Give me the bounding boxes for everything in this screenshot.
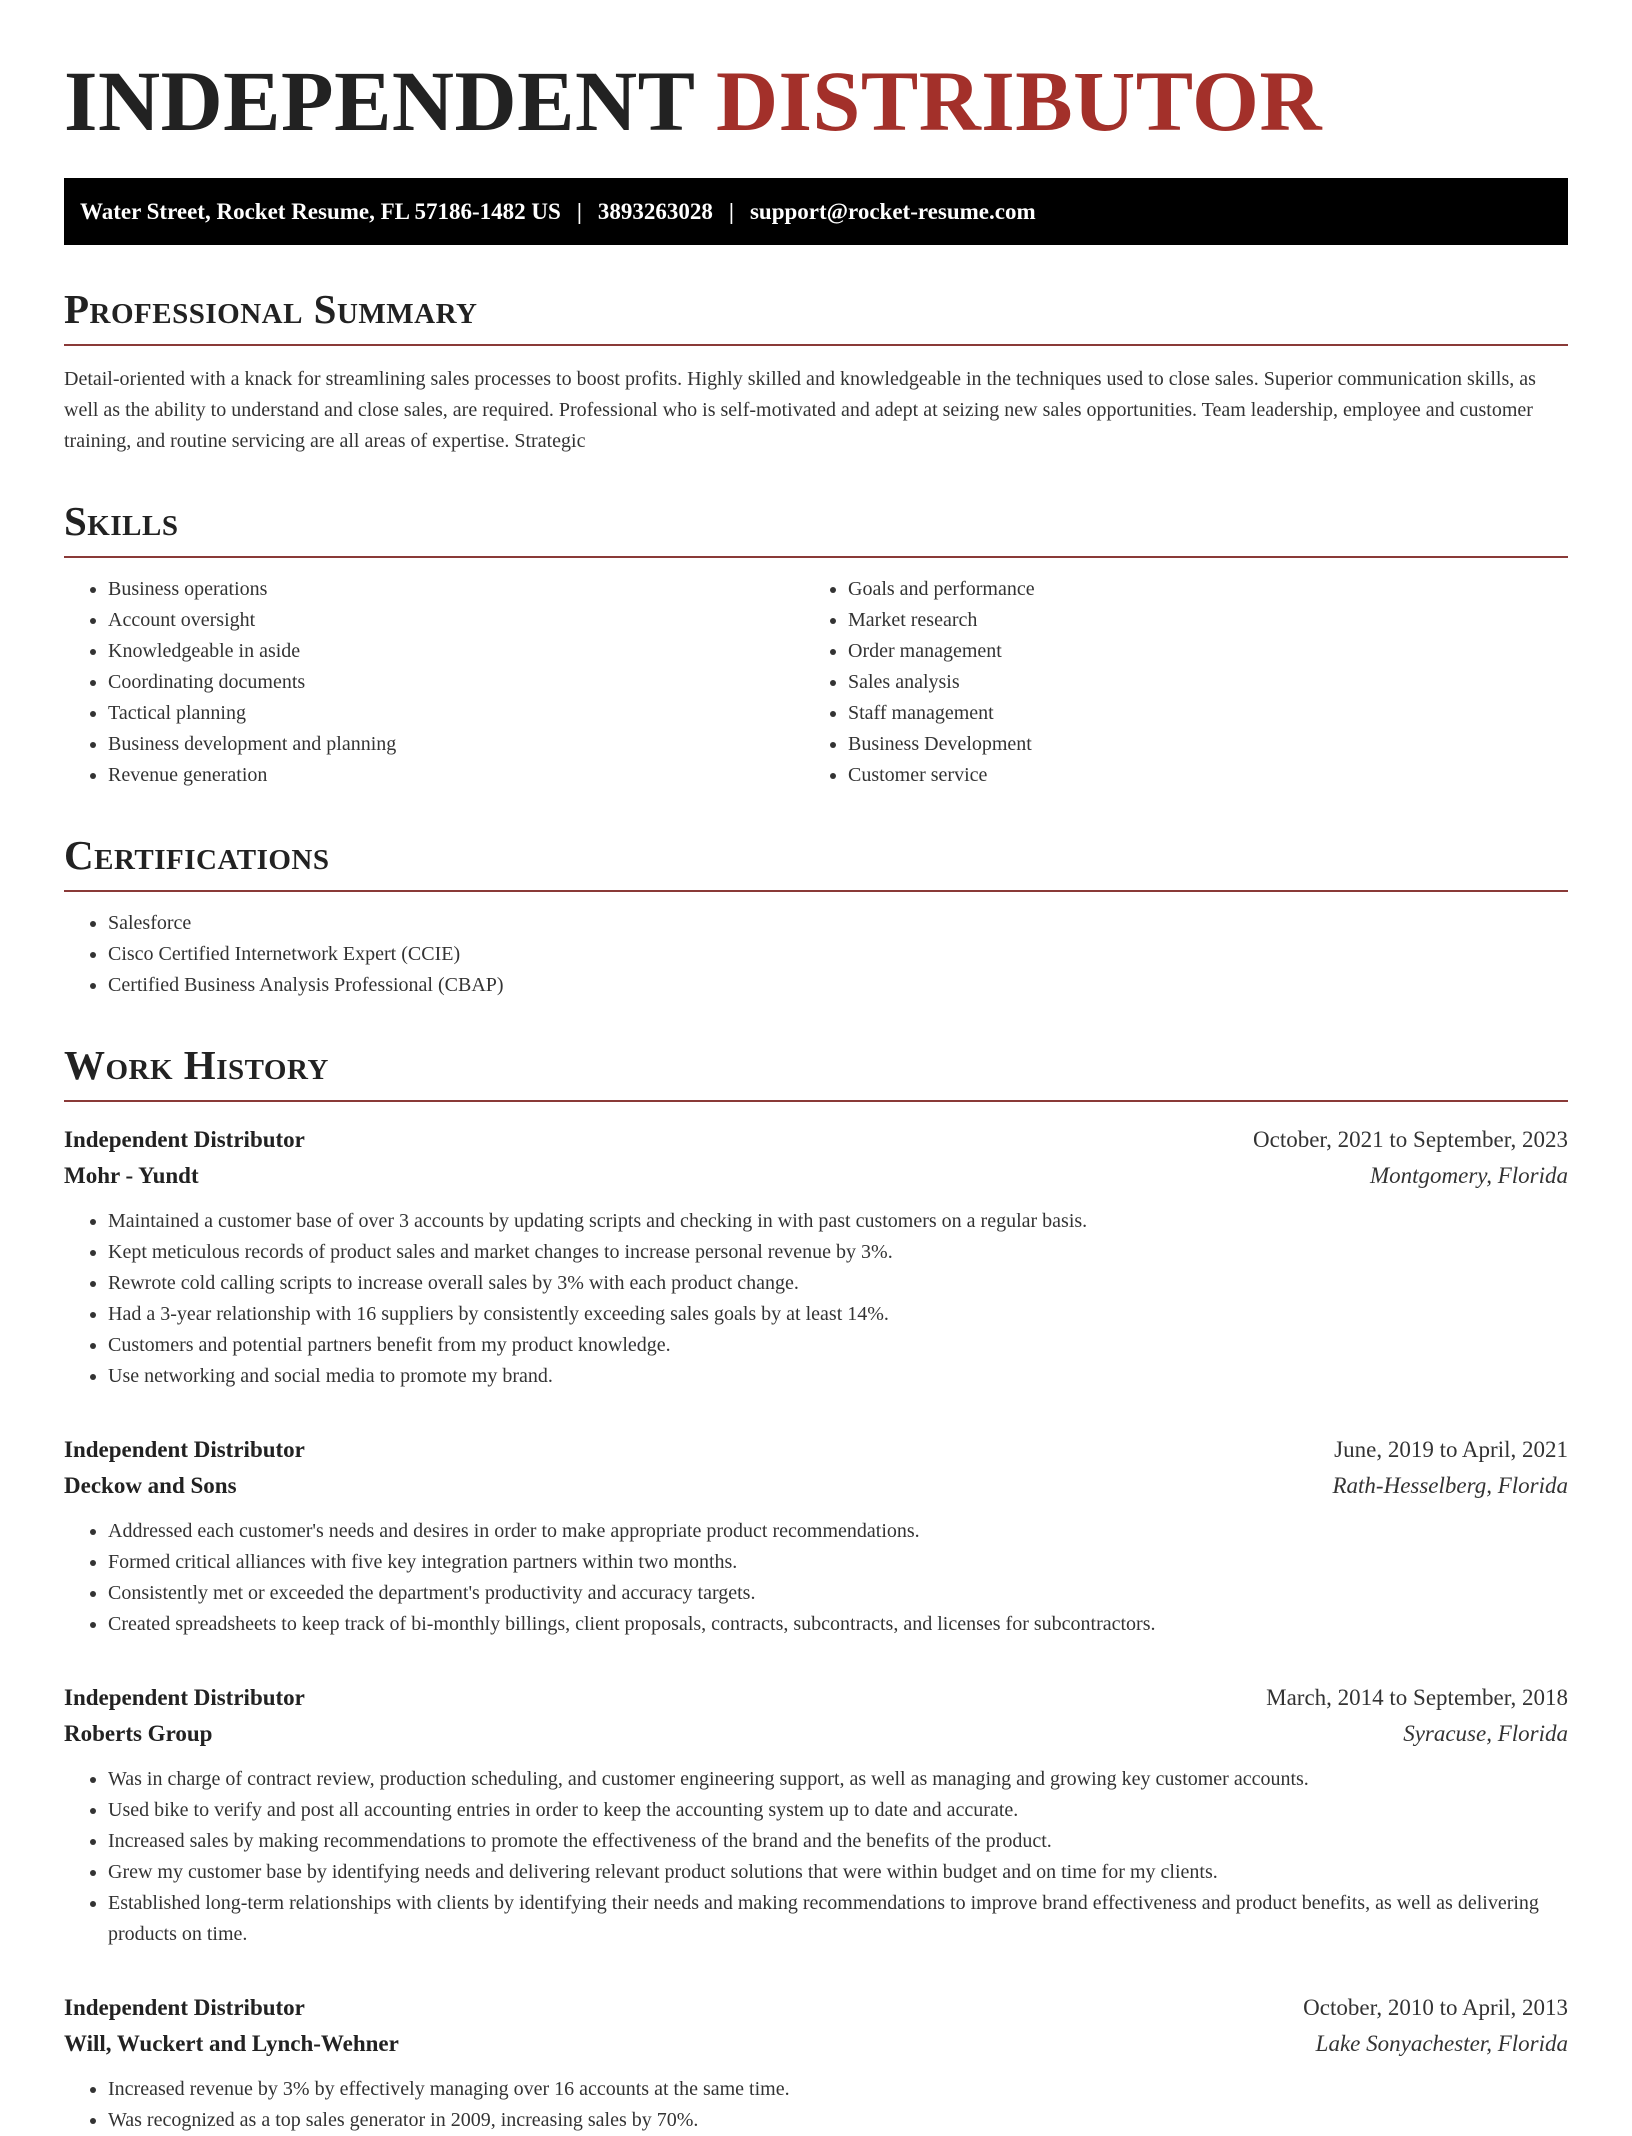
job-bullet: • Rewrote cold calling scripts to increase overall sales by 3% with each product change. [108, 1268, 1568, 1299]
name-first: INDEPENDENT [64, 53, 694, 149]
job-company: Will, Wuckert and Lynch-Wehner [64, 2031, 399, 2056]
skill-item: • Staff management [848, 698, 1544, 729]
job-bullet: • Had a 3-year relationship with 16 suppliers by consistently exceeding sales goals by at least 14%. [108, 1299, 1568, 1330]
contact-phone: 3893263028 [597, 198, 713, 224]
job-dates: October, 2010 to April, 2013 [1303, 1995, 1568, 2020]
job-header-row [64, 1122, 1568, 1158]
job-dates: June, 2019 to April, 2021 [1334, 1437, 1568, 1462]
job-dates: October, 2021 to September, 2023 [1253, 1127, 1568, 1152]
job-company: Deckow and Sons [64, 1473, 237, 1498]
job-bullet: • Formed critical alliances with five key integration partners within two months. [108, 1547, 1568, 1578]
certifications-section [64, 832, 1568, 1001]
job-bullet: • Grew my customer base by identifying needs and delivering relevant product solutions that were within budget and on time for my clients. [108, 1857, 1568, 1888]
job-bullet: • Use networking and social media to promote my brand. [108, 1361, 1568, 1392]
job-header-row [64, 1680, 1568, 1716]
job-company-row [64, 2026, 1568, 2062]
certification-item: • Certified Business Analysis Professional (CBAP) [108, 970, 1568, 1001]
skill-item: • Revenue generation [108, 760, 804, 791]
name-last: DISTRIBUTOR [715, 53, 1323, 149]
skill-item: • Business development and planning [108, 729, 804, 760]
job-location: Lake Sonyachester, Florida [1315, 2031, 1568, 2056]
job-bullets [64, 1516, 1568, 1640]
skills-grid [64, 574, 1568, 791]
summary-heading: Professional Summary [64, 289, 1568, 346]
job-company-row [64, 1158, 1568, 1194]
work-history-heading: Work History [64, 1045, 1568, 1102]
certifications-heading: Certifications [64, 835, 1568, 892]
skill-item: • Customer service [848, 760, 1544, 791]
skill-item: • Business operations [108, 574, 804, 605]
job-bullet: • Used bike to verify and post all accounting entries in order to keep the accounting system up to date and accurate. [108, 1795, 1568, 1826]
job-bullet: • Customers and potential partners benefit from my product knowledge. [108, 1330, 1568, 1361]
skill-item: • Knowledgeable in aside [108, 636, 804, 667]
job-bullet: • Established long-term relationships with clients by identifying their needs and making recommendations to improve brand effectiveness and product benefits, as well as delivering products on time. [108, 1888, 1568, 1950]
contact-separator: | [576, 198, 582, 224]
job-company-row [64, 1468, 1568, 1504]
resume-name [64, 53, 1568, 149]
job-company: Mohr - Yundt [64, 1163, 199, 1188]
job-location: Syracuse, Florida [1403, 1721, 1568, 1746]
skill-item: • Goals and performance [848, 574, 1544, 605]
skills-list-right [804, 574, 1544, 791]
certification-item: • Cisco Certified Internetwork Expert (CCIE) [108, 939, 1568, 970]
skills-list-left [64, 574, 804, 791]
skill-item: • Account oversight [108, 605, 804, 636]
job-title: Independent Distributor [64, 1437, 305, 1462]
summary-section [64, 286, 1568, 457]
job-entry [64, 1990, 1568, 2136]
skills-heading: Skills [64, 501, 1568, 558]
job-dates: March, 2014 to September, 2018 [1266, 1685, 1568, 1710]
skills-section [64, 498, 1568, 791]
job-bullet: • Maintained a customer base of over 3 accounts by updating scripts and checking in with past customers on a regular basis. [108, 1206, 1568, 1237]
job-bullets [64, 1764, 1568, 1950]
job-location: Rath-Hesselberg, Florida [1332, 1473, 1568, 1498]
contact-bar [64, 178, 1568, 245]
job-title: Independent Distributor [64, 1127, 305, 1152]
work-history-section [64, 1042, 1568, 2136]
summary-text: Detail-oriented with a knack for streamlining sales processes to boost profits. Highly skilled and knowledgeable in the techniques used to close sales. Superior communication skills, as well as the ability to understand and close sales, are required. Professional who is self-motivated and adept at seizing new sales opportunities. Team leadership, employee and customer training, and routine servicing are all areas of expertise. Strategic [64, 368, 1536, 452]
certification-item: • Salesforce [108, 908, 1568, 939]
job-location: Montgomery, Florida [1369, 1163, 1568, 1188]
job-company: Roberts Group [64, 1721, 213, 1746]
job-entry [64, 1680, 1568, 1950]
job-bullets [64, 1206, 1568, 1392]
job-bullet: • Increased sales by making recommendations to promote the effectiveness of the brand and the benefits of the product. [108, 1826, 1568, 1857]
contact-separator: | [728, 198, 734, 224]
job-header-row [64, 1990, 1568, 2026]
job-title: Independent Distributor [64, 1995, 305, 2020]
contact-address: Water Street, Rocket Resume, FL 57186-1482 US [80, 198, 561, 224]
job-bullets [64, 2074, 1568, 2136]
job-bullet: • Consistently met or exceeded the department's productivity and accuracy targets. [108, 1578, 1568, 1609]
skill-item: • Market research [848, 605, 1544, 636]
job-bullet: • Addressed each customer's needs and desires in order to make appropriate product recommendations. [108, 1516, 1568, 1547]
job-bullet: • Kept meticulous records of product sales and market changes to increase personal revenue by 3%. [108, 1237, 1568, 1268]
job-title: Independent Distributor [64, 1685, 305, 1710]
job-bullet: • Was recognized as a top sales generator in 2009, increasing sales by 70%. [108, 2105, 1568, 2136]
skill-item: • Tactical planning [108, 698, 804, 729]
skill-item: • Business Development [848, 729, 1544, 760]
skill-item: • Sales analysis [848, 667, 1544, 698]
job-company-row [64, 1716, 1568, 1752]
job-bullet: • Was in charge of contract review, production scheduling, and customer engineering support, as well as managing and growing key customer accounts. [108, 1764, 1568, 1795]
job-header-row [64, 1432, 1568, 1468]
job-bullet: • Created spreadsheets to keep track of bi-monthly billings, client proposals, contracts, subcontracts, and licenses for subcontractors. [108, 1609, 1568, 1640]
job-entry [64, 1122, 1568, 1392]
job-bullet: • Increased revenue by 3% by effectively managing over 16 accounts at the same time. [108, 2074, 1568, 2105]
job-entry [64, 1432, 1568, 1640]
certifications-list [64, 908, 1568, 1001]
skill-item: • Order management [848, 636, 1544, 667]
skill-item: • Coordinating documents [108, 667, 804, 698]
contact-email: support@rocket-resume.com [749, 198, 1036, 224]
